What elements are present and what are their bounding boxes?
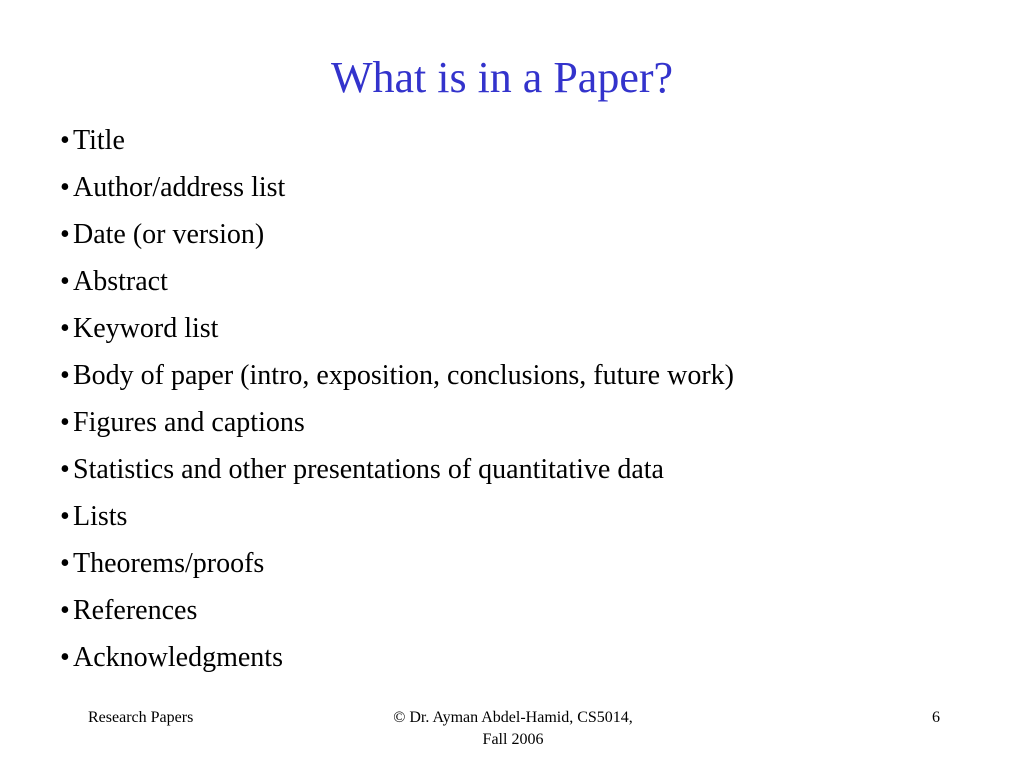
bullet-icon: • <box>60 125 70 156</box>
list-item <box>60 352 980 399</box>
bullet-list <box>60 117 980 681</box>
slide-number: 6 <box>932 709 940 726</box>
bullet-icon: • <box>60 219 70 250</box>
list-item-text: Lists <box>73 501 128 532</box>
bullet-icon: • <box>60 595 70 626</box>
list-item-text: Author/address list <box>73 172 286 203</box>
list-item <box>60 493 980 540</box>
bullet-icon: • <box>60 501 70 532</box>
bullet-icon: • <box>60 548 70 579</box>
list-item-text: Body of paper (intro, exposition, conclusions, future work) <box>73 360 734 391</box>
list-item <box>60 399 980 446</box>
bullet-icon: • <box>60 360 70 391</box>
list-item-text: Theorems/proofs <box>73 548 265 579</box>
list-item <box>60 446 980 493</box>
list-item-text: Abstract <box>73 266 168 297</box>
bullet-icon: • <box>60 266 70 297</box>
list-item-text: Keyword list <box>73 313 219 344</box>
bullet-icon: • <box>60 407 70 438</box>
bullet-icon: • <box>60 172 70 203</box>
bullet-icon: • <box>60 454 70 485</box>
footer-copyright-line1: © Dr. Ayman Abdel-Hamid, CS5014, <box>393 709 633 726</box>
footer-deck-title: Research Papers <box>88 709 194 726</box>
list-item <box>60 587 980 634</box>
list-item-text: References <box>73 595 198 626</box>
list-item <box>60 117 980 164</box>
list-item-text: Acknowledgments <box>73 642 283 673</box>
list-item <box>60 634 980 681</box>
footer-copyright-line2: Fall 2006 <box>482 731 544 748</box>
list-item-text: Figures and captions <box>73 407 305 438</box>
bullet-icon: • <box>60 313 70 344</box>
list-item-text: Statistics and other presentations of quantitative data <box>73 454 664 485</box>
list-item <box>60 258 980 305</box>
list-item <box>60 305 980 352</box>
list-item-text: Date (or version) <box>73 219 265 250</box>
list-item <box>60 164 980 211</box>
list-item-text: Title <box>73 125 125 156</box>
list-item <box>60 540 980 587</box>
slide-title: What is in a Paper? <box>330 53 674 102</box>
bullet-icon: • <box>60 642 70 673</box>
footer-copyright <box>300 707 726 751</box>
list-item <box>60 211 980 258</box>
